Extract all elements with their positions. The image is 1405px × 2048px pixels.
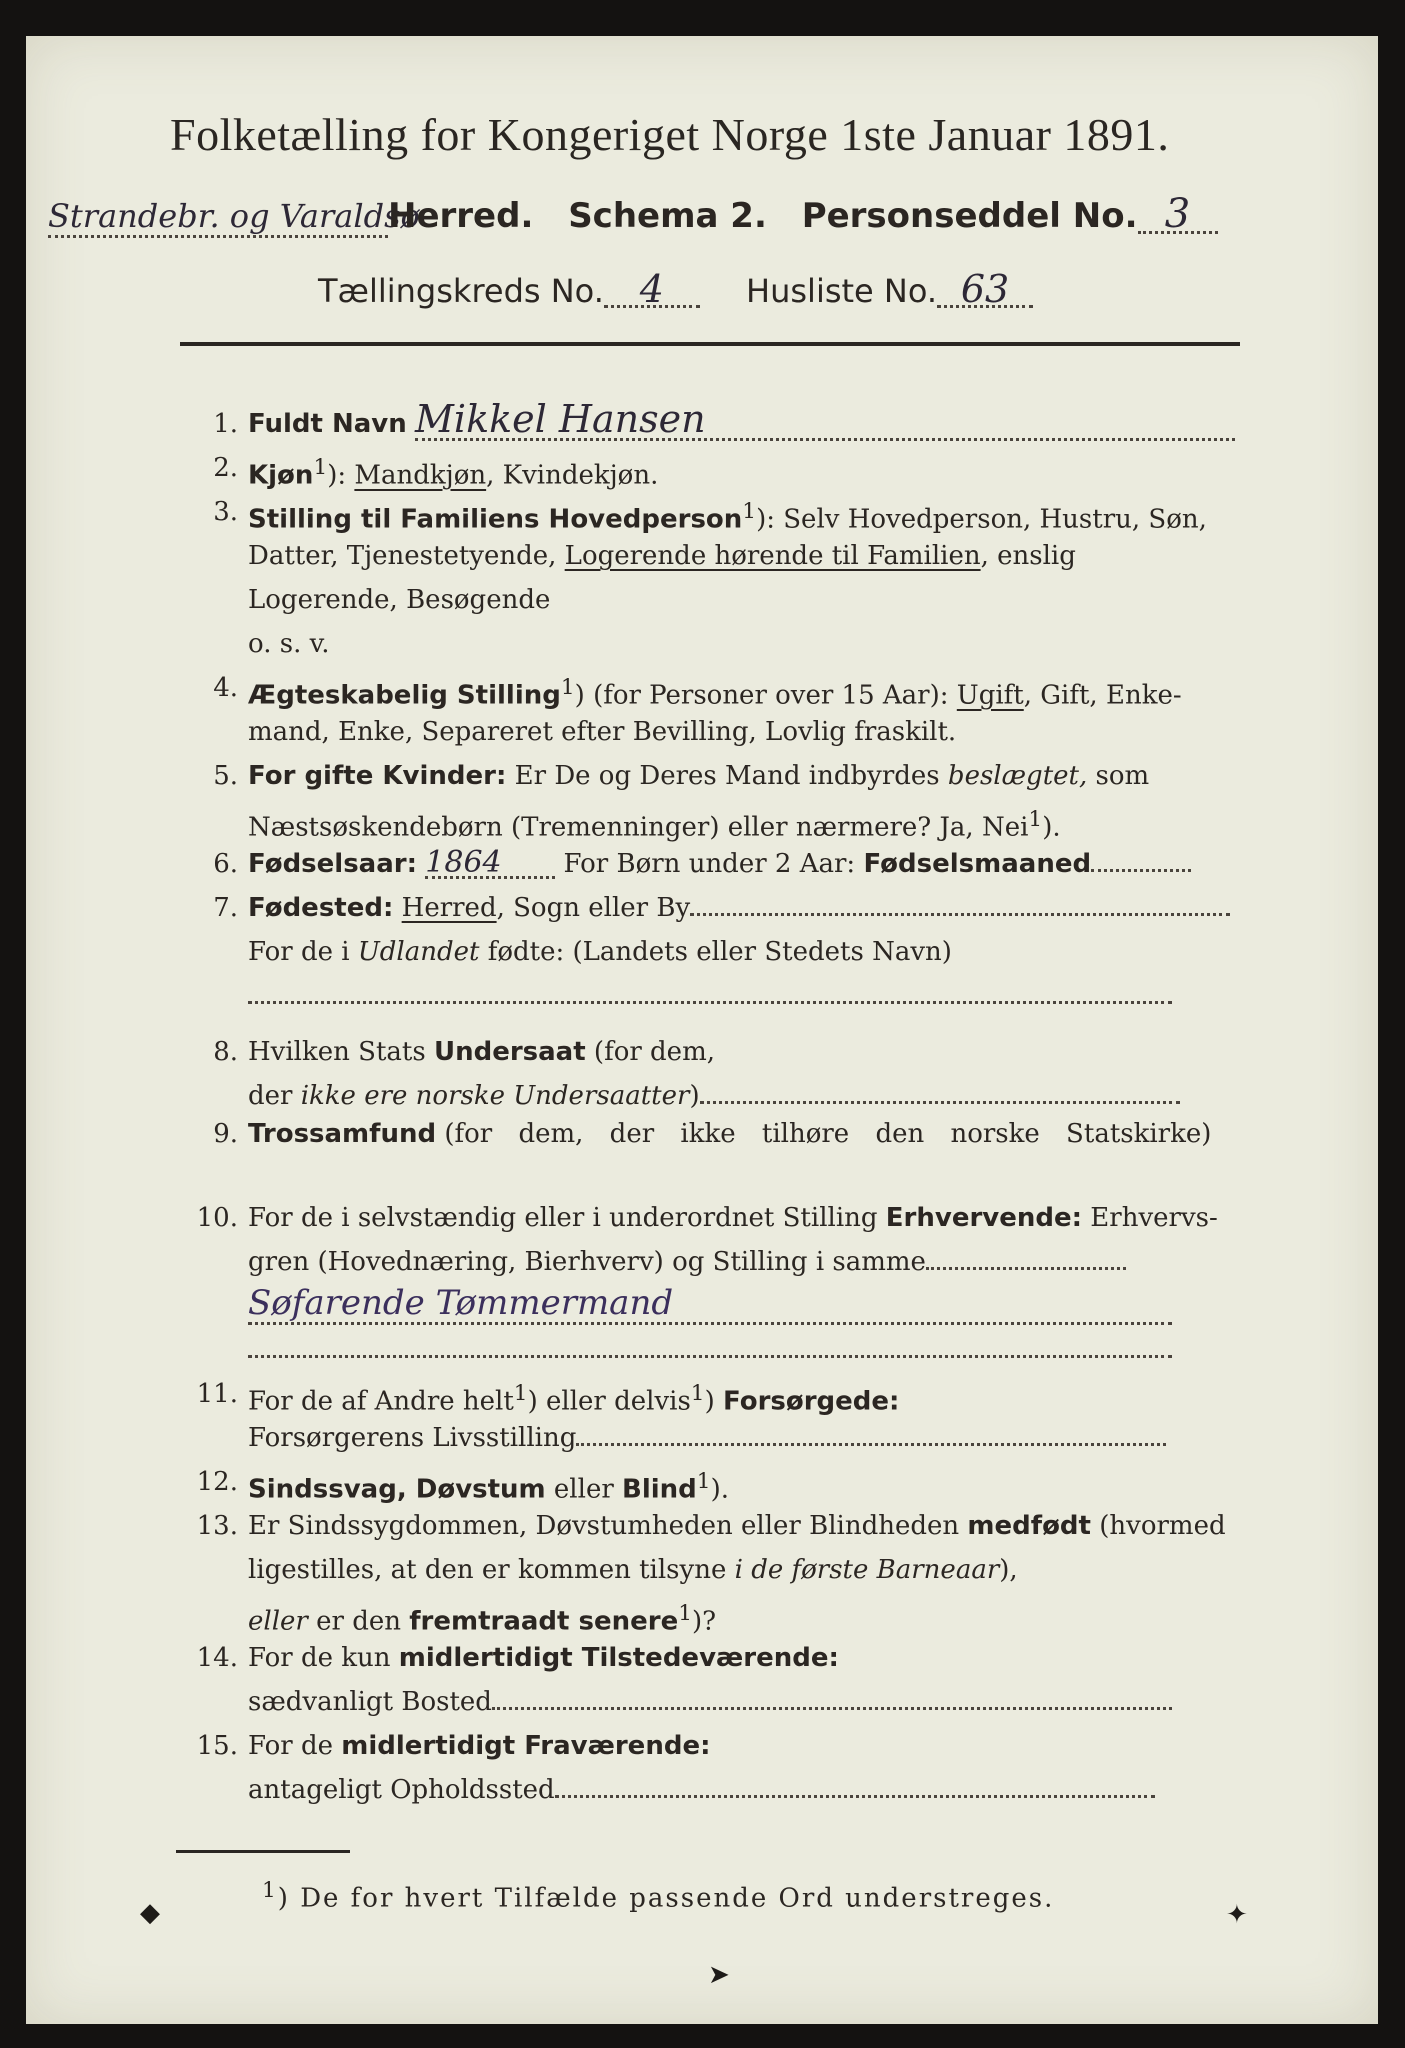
option-text: (for Personer over 15 Aar): <box>593 680 949 711</box>
header-rule <box>180 342 1240 346</box>
footnote-ref: 1 <box>678 1601 693 1626</box>
option-text: Erhvervs- <box>1090 1203 1218 1233</box>
item-number: 4. <box>213 673 238 703</box>
item-label: Blind <box>622 1474 697 1505</box>
option-text: Forsørgerens Livsstilling <box>248 1423 577 1453</box>
option-logerende-horende: Logerende hørende til Familien <box>564 541 981 571</box>
option-text: fødte: (Landets eller Stedets Navn) <box>487 937 952 967</box>
fill-line <box>576 1419 1166 1446</box>
footnote-text: ) De for hvert Tilfælde passende Ord understreges. <box>277 1883 1055 1914</box>
option-text: , enslig <box>980 541 1076 571</box>
option-text: (for dem, <box>593 1037 715 1067</box>
option-text: ), <box>999 1555 1018 1585</box>
fill-line <box>555 1771 1155 1798</box>
item-label: medfødt <box>967 1511 1091 1541</box>
option-text: , Sogn eller By <box>496 893 691 923</box>
herred-value: Strandebr. og Varaldsø <box>48 197 388 238</box>
option-ugift: Ugift <box>956 680 1024 711</box>
footnote-ref: 1 <box>1028 807 1043 832</box>
option-text: Er Sindssygdommen, Døvstumheden eller Blindheden <box>248 1511 960 1541</box>
footnote-ref: 1 <box>690 1381 705 1406</box>
option-text: , Gift, Enke- <box>1023 680 1182 711</box>
fill-line <box>926 1243 1126 1270</box>
fill-line <box>700 1077 1180 1104</box>
fill-line <box>690 889 1230 916</box>
corner-mark-icon: ✦ <box>1226 1900 1248 1930</box>
birth-year-value: 1864 <box>425 852 555 879</box>
item-label: Sindssvag, Døvstum <box>248 1474 546 1505</box>
item-label: Erhvervende: <box>885 1203 1083 1233</box>
schema-label: Schema 2. <box>568 196 767 236</box>
footnote-rule <box>176 1850 350 1853</box>
option-text: antageligt Opholdssted <box>248 1775 555 1805</box>
item-label: For gifte Kvinder: <box>248 761 507 791</box>
item-number: 12. <box>196 1467 238 1497</box>
option-text: (for dem, der ikke tilhøre den norske Statskirke) <box>444 1119 1212 1149</box>
item-number: 8. <box>213 1037 238 1067</box>
option-text: For de <box>248 1731 333 1761</box>
item-number: 14. <box>196 1643 238 1673</box>
option-text: (hvormed <box>1099 1511 1226 1541</box>
item-number: 10. <box>196 1203 238 1233</box>
fill-line <box>1091 845 1191 872</box>
item-number: 13. <box>196 1511 238 1541</box>
fill-line <box>248 977 1172 1004</box>
option-text: eller delvis <box>546 1386 691 1417</box>
option-text: i de første Barneaar <box>734 1555 1000 1585</box>
option-text: , Kvindekjøn. <box>486 460 659 491</box>
footnote-ref: 1 <box>513 1381 528 1406</box>
item-label: Kjøn <box>248 460 314 491</box>
option-text: sædvanligt Bosted <box>248 1687 492 1717</box>
footnote-ref: 1 <box>696 1469 711 1494</box>
corner-mark-icon: ◆ <box>140 1898 160 1928</box>
option-text: ). <box>710 1474 729 1505</box>
option-text: beslægtet, <box>947 761 1088 791</box>
option-text: er den <box>316 1606 401 1637</box>
option-text: )? <box>692 1606 717 1637</box>
fill-line <box>248 1331 1172 1358</box>
herred-line <box>48 191 1218 238</box>
option-text: mand, Enke, Separeret efter Bevilling, Lovlig fraskilt. <box>248 717 957 747</box>
item-label: Fødselsaar: <box>248 849 417 879</box>
form-title: Folketælling for Kongeriget Norge 1ste Januar 1891. <box>170 109 1170 160</box>
option-herred: Herred <box>401 893 497 923</box>
item-number: 6. <box>213 849 238 879</box>
option-text: eller <box>553 1474 614 1505</box>
item-label: Undersaat <box>433 1037 586 1067</box>
item-label: Ægteskabelig Stilling <box>248 680 561 711</box>
item-number: 11. <box>196 1379 238 1409</box>
option-text: Datter, Tjenestetyende, <box>248 541 557 571</box>
item-label: midlertidigt Tilstedeværende: <box>398 1643 839 1673</box>
husliste-label: Husliste No. <box>746 272 938 310</box>
option-text: der <box>248 1081 293 1111</box>
option-text: ikke ere norske Undersaatter <box>300 1081 690 1111</box>
personseddel-label: Personseddel No. <box>801 196 1138 236</box>
item-number: 5. <box>213 761 238 791</box>
item-label: Fødested: <box>248 893 394 923</box>
option-text: Hvilken Stats <box>248 1037 426 1067</box>
item-label: Fuldt Navn <box>248 409 407 439</box>
option-text: Logerende, Besøgende <box>248 585 551 615</box>
item-number: 3. <box>213 497 238 527</box>
option-text: For de i <box>248 937 350 967</box>
item-label: midlertidigt Fraværende: <box>341 1731 711 1761</box>
footnote-marker: 1 <box>262 1878 278 1903</box>
item-label: Fødselsmaaned <box>863 849 1092 879</box>
item-label: fremtraadt senere <box>409 1606 679 1637</box>
option-text: Udlandet <box>357 937 480 967</box>
footnote-ref: 1 <box>742 499 757 524</box>
option-text: Selv Hovedperson, Hustru, Søn, <box>783 504 1207 535</box>
option-text: ) <box>689 1081 700 1111</box>
footnote-ref: 1 <box>313 455 328 480</box>
kreds-line <box>318 267 1033 311</box>
herred-label: Herred. <box>388 196 534 236</box>
item-number: 1. <box>213 409 238 439</box>
option-text: For de i selvstændig eller i underordnet Stilling <box>248 1203 878 1233</box>
item-number: 2. <box>213 453 238 483</box>
husliste-value: 63 <box>937 273 1033 308</box>
kreds-value: 4 <box>604 273 700 308</box>
option-text: eller <box>248 1606 308 1637</box>
footnote <box>262 1878 1054 1914</box>
option-text: som <box>1095 761 1150 791</box>
fill-line <box>492 1683 1172 1710</box>
option-text: For Børn under 2 Aar: <box>563 849 856 879</box>
option-text: Næstsøskendebørn (Tremenninger) eller nærmere? Ja, Nei <box>248 812 1029 843</box>
option-text: ligestilles, at den er kommen tilsyne <box>248 1555 727 1585</box>
option-text: gren (Hovednæring, Bierhverv) og Stilling i samme <box>248 1247 926 1277</box>
item-number: 15. <box>196 1731 238 1761</box>
bottom-mark-icon: ➤ <box>708 1960 730 1990</box>
personseddel-value: 3 <box>1138 197 1218 234</box>
item-number: 7. <box>213 893 238 923</box>
option-text: For de kun <box>248 1643 391 1673</box>
kreds-label: Tællingskreds No. <box>318 272 604 310</box>
item-number: 9. <box>213 1119 238 1149</box>
item-label: Stilling til Familiens Hovedperson <box>248 504 743 535</box>
footnote-ref: 1 <box>560 675 575 700</box>
name-value: Mikkel Hansen <box>415 408 1235 441</box>
option-text: o. s. v. <box>248 629 330 659</box>
option-mandkjon: Mandkjøn <box>354 460 487 491</box>
option-text: Er De og Deres Mand indbyrdes <box>514 761 940 791</box>
occupation-value: Søfarende Tømmermand <box>248 1292 1172 1325</box>
item-label: Trossamfund <box>248 1119 437 1149</box>
item-label: Forsørgede: <box>723 1386 900 1417</box>
option-text: For de af Andre helt <box>248 1386 514 1417</box>
